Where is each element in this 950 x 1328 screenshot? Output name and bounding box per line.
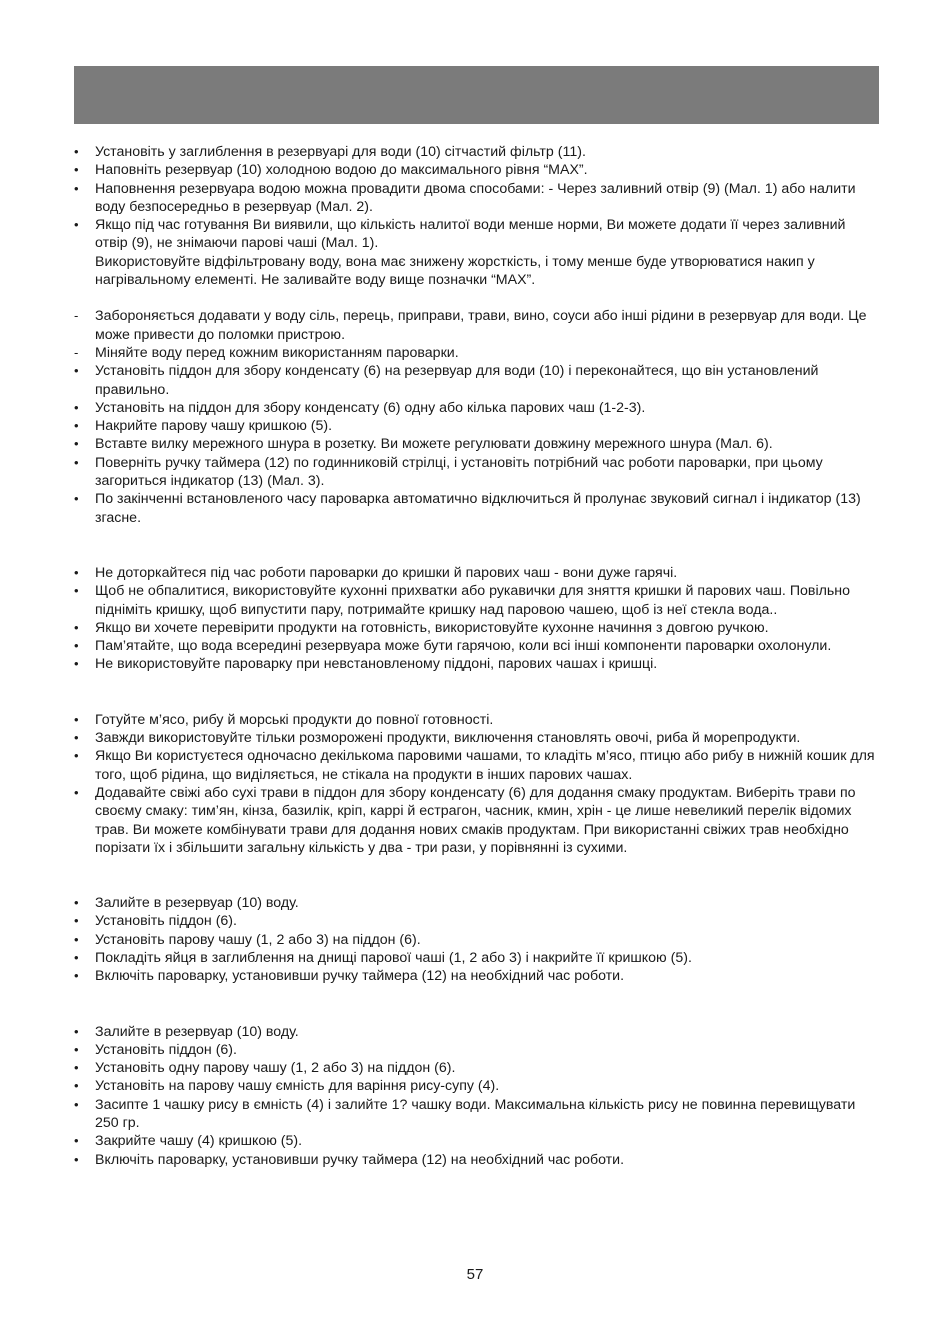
item-text: Установіть піддон (6). — [95, 1041, 237, 1058]
item-text: Щоб не обпалитися, використовуйте кухонні прихватки або рукавички для зняття кришки й парових чаш. Повільно підніміть кришку, щоб випустити пару, потримайте кришку над паровою чашею, щоб із неї стекла вода.. — [95, 583, 850, 618]
item-text: Установіть у заглиблення в резервуарі для води (10) сітчастий фільтр (11). — [95, 144, 586, 160]
list-item — [74, 216, 879, 253]
list-item — [74, 1077, 879, 1095]
item-text: Готуйте м’ясо, рибу й морські продукти до повної готовності. — [95, 711, 494, 728]
bullet-marker: • — [74, 144, 79, 159]
page-number: 57 — [466, 1266, 484, 1283]
section-cooking-tips — [74, 711, 879, 857]
bullet-marker: • — [74, 730, 79, 746]
bullet-marker: • — [74, 491, 79, 507]
item-text: Установіть на парову чашу ємність для варіння рису-супу (4). — [95, 1078, 500, 1095]
list-item — [74, 1096, 879, 1133]
list-item — [74, 344, 879, 362]
bullet-marker: • — [74, 1078, 79, 1094]
bullet-marker: • — [74, 748, 79, 764]
section-filling — [74, 143, 879, 289]
bullet-marker: • — [74, 162, 79, 178]
item-text: Не доторкайтеся під час роботи пароварки до кришки й парових чаш - вони дуже гарячі. — [95, 564, 678, 581]
bullet-marker: • — [74, 363, 79, 379]
bullet-marker: • — [74, 931, 79, 947]
bullet-marker: • — [74, 180, 79, 196]
section-spacer — [74, 527, 879, 564]
item-text: Установіть на піддон для збору конденсату (6) одну або кілька парових чаш (1-2-3). — [95, 399, 646, 416]
item-text: Якщо під час готування Ви виявили, що кількість налитої води менше норми, Ви можете додати її через заливний отвір (9), не знімаючи парові чаші (Мал. 1). — [95, 217, 846, 252]
section-rice — [74, 1023, 879, 1169]
list-item — [74, 362, 879, 399]
item-text: Включіть пароварку, установивши ручку таймера (12) на необхідний час роботи. — [95, 968, 625, 985]
list-item — [74, 894, 879, 912]
item-text: Використовуйте відфільтровану воду, вона має знижену жорсткість, і тому менше буде утворюватися накип у нагрівальному елементі. Не заливайте воду вище позначки “MAX”. — [95, 253, 815, 289]
list-item — [74, 967, 879, 985]
item-text: Установіть піддон (6). — [95, 913, 237, 930]
item-text: Завжди використовуйте тільки розморожені продукти, виключення становлять овочі, риба й морепродукти. — [95, 730, 801, 747]
page-content — [74, 143, 879, 1169]
list-item — [74, 1059, 879, 1077]
item-text: Наповніть резервуар (10) холодною водою до максимального рівня “MAX”. — [95, 162, 588, 179]
list-item — [74, 417, 879, 435]
item-text: Установіть парову чашу (1, 2 або 3) на піддон (6). — [95, 931, 421, 948]
item-text: По закінченні встановленого часу пароварка автоматично відключиться й пролунає звуковий сигнал і індикатор (13) згасне. — [95, 491, 861, 526]
list-item — [74, 307, 879, 344]
list-item — [74, 564, 879, 582]
item-text: Залийте в резервуар (10) воду. — [95, 1023, 299, 1040]
list-item — [74, 729, 879, 747]
item-text: Засипте 1 чашку рису в ємність (4) і залийте 1? чашку води. Максимальна кількість рису не повинна перевищувати 250 гр. — [95, 1096, 856, 1132]
bullet-marker: • — [74, 564, 79, 580]
item-text: Закрийте чашу (4) кришкою (5). — [95, 1133, 303, 1150]
list-item — [74, 931, 879, 949]
item-text: Не використовуйте пароварку при невстановленому піддоні, парових чашах і кришці. — [95, 656, 658, 673]
bullet-marker: • — [74, 656, 79, 672]
item-text: Накрийте парову чашу кришкою (5). — [95, 418, 333, 435]
list-item — [74, 1132, 879, 1150]
list-item — [74, 490, 879, 527]
bullet-marker: • — [74, 638, 79, 654]
list-item — [74, 912, 879, 930]
section-safety — [74, 564, 879, 674]
section-spacer — [74, 857, 879, 894]
item-text: Додавайте свіжі або сухі трави в піддон для збору конденсату (6) для додання смаку продуктам. Виберіть трави по своєму смаку: тим’ян, кінза, базилік, кріп, каррі й естрагон, часник, кмин, хрін - це лише невеликий перелік відомих трав. Ви можете комбінувати трави для додання нових смаків продуктам. При використанні свіжих трав необхідно порізати їх і збільшити загальну кількість у два - три рази, у порівнянні із сухими. — [95, 784, 856, 856]
bullet-marker: • — [74, 436, 79, 452]
item-text: Якщо ви хочете перевірити продукти на готовність, використовуйте кухонне начиння з довгою ручкою. — [95, 619, 769, 636]
item-text: Вставте вилку мережного шнура в розетку. Ви можете регулювати довжину мережного шнура (Мал. 6). — [95, 436, 773, 453]
item-text: Установіть одну парову чашу (1, 2 або 3) на піддон (6). — [95, 1060, 456, 1077]
bullet-marker: • — [74, 784, 79, 800]
bullet-marker: • — [74, 711, 79, 727]
item-text: Включіть пароварку, установивши ручку таймера (12) на необхідний час роботи. — [95, 1151, 625, 1168]
bullet-marker: • — [74, 418, 79, 434]
item-text: Пам’ятайте, що вода всередині резервуара може бути гарячою, коли всі інші компоненти пароварки охолонули. — [95, 638, 832, 655]
list-item — [74, 619, 879, 637]
list-item — [74, 1151, 879, 1169]
list-item — [74, 1023, 879, 1041]
bullet-marker: • — [74, 1023, 79, 1039]
bullet-marker: • — [74, 399, 79, 415]
list-item — [74, 143, 879, 161]
bullet-marker: • — [74, 454, 79, 470]
bullet-marker: • — [74, 217, 79, 233]
item-text: Наповнення резервуара водою можна провадити двома способами: - Через заливний отвір (9) (Мал. 1) або налити воду безпосередньо в резервуар (Мал. 2). — [95, 180, 856, 215]
list-item — [74, 161, 879, 179]
list-item — [74, 180, 879, 217]
bullet-marker: • — [74, 949, 79, 965]
bullet-marker: • — [74, 968, 79, 984]
list-item — [74, 435, 879, 453]
section-spacer — [74, 289, 879, 307]
list-item — [74, 1041, 879, 1059]
item-text: Міняйте воду перед кожним використанням пароварки. — [95, 344, 459, 361]
bullet-marker: • — [74, 619, 79, 635]
item-text: Залийте в резервуар (10) воду. — [95, 895, 299, 912]
bullet-marker: • — [74, 913, 79, 929]
bullet-marker: • — [74, 1060, 79, 1076]
header-bar — [74, 66, 879, 124]
section-eggs — [74, 894, 879, 985]
item-text: Установіть піддон для збору конденсату (6) на резервуар для води (10) і переконайтеся, що він установлений правильно. — [95, 363, 819, 398]
bullet-marker: • — [74, 895, 79, 911]
list-item — [74, 655, 879, 673]
item-text: Забороняється додавати у воду сіль, перець, приправи, трави, вино, соуси або інші рідини в резервуар для води. Це може привести до поломки пристрою. — [95, 308, 867, 343]
list-item — [74, 582, 879, 619]
bullet-marker: • — [74, 1133, 79, 1149]
list-item — [74, 637, 879, 655]
list-item — [74, 711, 879, 729]
dash-marker: - — [74, 308, 79, 324]
bullet-marker: • — [74, 1096, 79, 1112]
list-item — [74, 747, 879, 784]
item-text: Поверніть ручку таймера (12) по годинниковій стрілці, і установіть потрібний час роботи пароварки, при цьому загориться індикатор (13) (Мал. 3). — [95, 454, 823, 490]
bullet-marker: • — [74, 1151, 79, 1167]
list-item — [74, 253, 879, 290]
list-item — [74, 399, 879, 417]
item-text: Покладіть яйця в заглиблення на днищі парової чаші (1, 2 або 3) і накрийте її кришкою (5). — [95, 949, 692, 966]
bullet-marker: • — [74, 1041, 79, 1057]
list-item — [74, 784, 879, 857]
dash-marker: - — [74, 344, 79, 360]
bullet-marker: • — [74, 583, 79, 599]
list-item — [74, 949, 879, 967]
section-spacer — [74, 674, 879, 711]
list-item — [74, 454, 879, 491]
section-spacer — [74, 986, 879, 1023]
item-text: Якщо Ви користуєтеся одночасно декількома паровими чашами, то кладіть м’ясо, птицю або рибу в нижній кошик для того, щоб рідина, що виділяється, не стікала на продукти в інших парових чашах. — [95, 748, 875, 783]
section-operation — [74, 307, 879, 527]
